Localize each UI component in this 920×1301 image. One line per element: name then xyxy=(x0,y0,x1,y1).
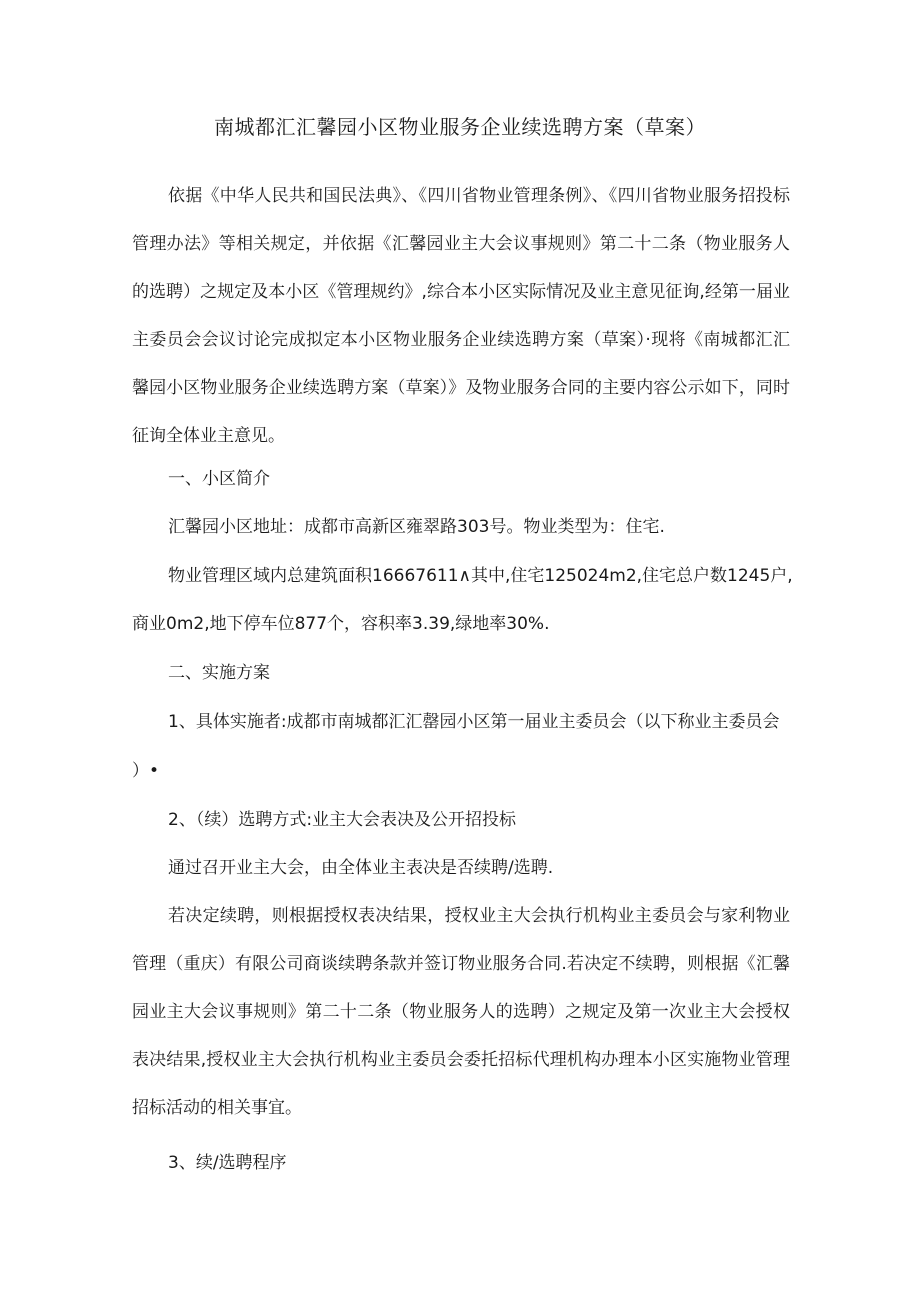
intro-paragraph: 依据《中华人民共和国民法典》、《四川省物业管理条例》、《四川省物业服务招投标管理办法》等相关规定，并依据《汇馨园业主大会议事规则》第二十二条（物业服务人的选聘）之规定及本小区《管理规约》,综合本小区实际情况及业主意见征询,经第一届业主委员会会议讨论完成拟定本小区物业服务企业续选聘方案（草案）·现将《南城都汇汇馨园小区物业服务企业续选聘方案（草案）》及物业服务合同的主要内容公示如下，同时征询全体业主意见。 xyxy=(132,186,790,446)
area-line-2: 商业0m2,地下停车位877个，容积率3.39,绿地率30%. xyxy=(132,614,550,634)
item-implementer-line-1: 1、具体实施者:成都市南城都汇汇罄园小区第一届业主委员会（以下称业主委员会 xyxy=(168,712,780,732)
section-heading-overview: 一、小区简介 xyxy=(168,469,270,489)
item-selection-method: 2、（续）选聘方式:业主大会表决及公开招投标 xyxy=(168,810,517,830)
address-line: 汇馨园小区地址：成都市高新区雍翠路303号。物业类型为：住宅. xyxy=(168,517,665,537)
section-heading-plan: 二、实施方案 xyxy=(168,663,270,683)
item-procedure: 3、续/选聘程序 xyxy=(168,1153,287,1173)
decision-paragraph: 若决定续聘，则根据授权表决结果，授权业主大会执行机构业主委员会与家利物业管理（重庆）有限公司商谈续聘条款并签订物业服务合同.若决定不续聘，则根据《汇馨园业主大会议事规则》第二十二条（物业服务人的选聘）之规定及第一次业主大会授权表决结果,授权业主大会执行机构业主委员会委托招标代理机构办理本小区实施物业管理招标活动的相关事宜。 xyxy=(132,906,790,1118)
document-title: 南城都汇汇馨园小区物业服务企业续选聘方案（草案） xyxy=(214,115,706,139)
item-implementer-line-2: ）• xyxy=(132,761,160,781)
area-line-1: 物业管理区域内总建筑面积16667611∧其中,住宅125024m2,住宅总户数1245户, xyxy=(168,566,793,586)
vote-line: 通过召开业主大会，由全体业主表决是否续聘/选聘. xyxy=(168,858,554,878)
